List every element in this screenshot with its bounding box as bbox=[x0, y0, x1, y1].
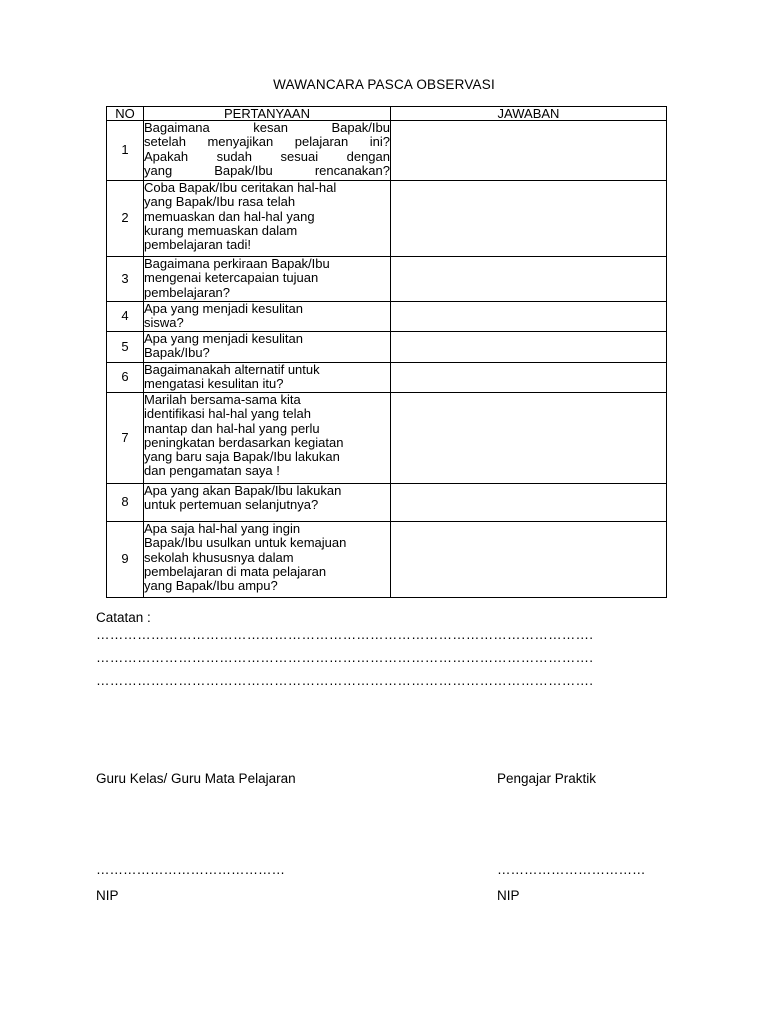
question-line: yang Bapak/Ibu rencanakan? bbox=[144, 162, 390, 178]
row-question bbox=[144, 181, 391, 257]
question-line: sekolah khususnya dalam bbox=[144, 549, 294, 565]
row-answer[interactable] bbox=[391, 522, 667, 598]
question-line: Apa saja hal-hal yang ingin bbox=[144, 521, 301, 536]
signature-right-nip: NIP bbox=[497, 888, 520, 903]
question-line: pembelajaran di mata pelajaran bbox=[144, 563, 327, 579]
row-question bbox=[144, 363, 391, 393]
question-line: mantap dan hal-hal yang perlu bbox=[144, 420, 320, 436]
row-answer[interactable] bbox=[391, 332, 667, 363]
table-row bbox=[107, 121, 667, 181]
table-row bbox=[107, 257, 667, 302]
question-line: Bagaimana perkiraan Bapak/Ibu bbox=[144, 256, 330, 271]
row-answer[interactable] bbox=[391, 484, 667, 522]
row-answer[interactable] bbox=[391, 181, 667, 257]
table-row bbox=[107, 332, 667, 363]
signature-left-nip: NIP bbox=[96, 888, 119, 903]
question-line: siswa? bbox=[144, 315, 184, 331]
question-line: identifikasi hal-hal yang telah bbox=[144, 406, 311, 422]
question-line: yang baru saja Bapak/Ibu lakukan bbox=[144, 449, 340, 465]
question-line: kurang memuaskan dalam bbox=[144, 222, 298, 238]
question-line: dan pengamatan saya ! bbox=[144, 463, 280, 479]
row-number: 8 bbox=[107, 484, 144, 522]
row-question bbox=[144, 302, 391, 332]
table-row bbox=[107, 484, 667, 522]
notes-label: Catatan : bbox=[96, 610, 151, 625]
question-line: pembelajaran? bbox=[144, 284, 231, 300]
signature-left-line: …………………………………… bbox=[96, 862, 285, 877]
row-question bbox=[144, 257, 391, 302]
row-number: 4 bbox=[107, 302, 144, 332]
table-row bbox=[107, 363, 667, 393]
document-title: WAWANCARA PASCA OBSERVASI bbox=[273, 77, 495, 92]
table-row bbox=[107, 522, 667, 598]
row-answer[interactable] bbox=[391, 363, 667, 393]
signature-right-title: Pengajar Praktik bbox=[497, 771, 597, 786]
header-answer: JAWABAN bbox=[391, 107, 667, 121]
row-question bbox=[144, 484, 391, 522]
row-question bbox=[144, 332, 391, 363]
row-number: 3 bbox=[107, 257, 144, 302]
question-line: yang Bapak/Ibu ampu? bbox=[144, 578, 278, 594]
question-line: memuaskan dan hal-hal yang bbox=[144, 208, 315, 224]
question-line: mengenai ketercapaian tujuan bbox=[144, 270, 319, 286]
table-row bbox=[107, 302, 667, 332]
question-line: Bapak/Ibu? bbox=[144, 345, 210, 361]
question-line: Apa yang menjadi kesulitan bbox=[144, 301, 303, 316]
question-line: Bagaimana kesan Bapak/Ibu bbox=[144, 120, 390, 135]
question-line: Apakah sudah sesuai dengan bbox=[144, 148, 390, 164]
question-line: Bapak/Ibu usulkan untuk kemajuan bbox=[144, 535, 347, 551]
question-line: mengatasi kesulitan itu? bbox=[144, 376, 284, 392]
question-line: Coba Bapak/Ibu ceritakan hal-hal bbox=[144, 180, 337, 195]
notes-line-1: ………………………………………………………………………………………………. bbox=[96, 627, 594, 642]
question-line: peningkatan berdasarkan kegiatan bbox=[144, 434, 344, 450]
row-answer[interactable] bbox=[391, 393, 667, 484]
row-answer[interactable] bbox=[391, 257, 667, 302]
row-number: 1 bbox=[107, 121, 144, 181]
table-row bbox=[107, 181, 667, 257]
notes-line-2: ………………………………………………………………………………………………. bbox=[96, 650, 594, 665]
row-number: 7 bbox=[107, 393, 144, 484]
row-question bbox=[144, 522, 391, 598]
row-number: 9 bbox=[107, 522, 144, 598]
question-line: Bagaimanakah alternatif untuk bbox=[144, 362, 320, 377]
row-number: 5 bbox=[107, 332, 144, 363]
row-answer[interactable] bbox=[391, 302, 667, 332]
row-question bbox=[144, 121, 391, 181]
question-line: yang Bapak/Ibu rasa telah bbox=[144, 194, 296, 210]
interview-table bbox=[106, 106, 667, 598]
question-line: setelah menyajikan pelajaran ini? bbox=[144, 134, 390, 150]
signature-right-line: …………………………… bbox=[497, 862, 646, 877]
table-row bbox=[107, 393, 667, 484]
question-line: Apa yang menjadi kesulitan bbox=[144, 331, 303, 346]
notes-line-3: ………………………………………………………………………………………………. bbox=[96, 673, 594, 688]
table-header-row bbox=[107, 107, 667, 121]
header-no: NO bbox=[107, 107, 144, 121]
question-line: pembelajaran tadi! bbox=[144, 237, 251, 253]
row-number: 6 bbox=[107, 363, 144, 393]
question-line: Marilah bersama-sama kita bbox=[144, 392, 301, 407]
row-number: 2 bbox=[107, 181, 144, 257]
question-line: untuk pertemuan selanjutnya? bbox=[144, 497, 319, 513]
question-line: Apa yang akan Bapak/Ibu lakukan bbox=[144, 483, 342, 498]
signature-left-title: Guru Kelas/ Guru Mata Pelajaran bbox=[96, 771, 296, 786]
row-question bbox=[144, 393, 391, 484]
row-answer[interactable] bbox=[391, 121, 667, 181]
header-question: PERTANYAAN bbox=[144, 107, 391, 121]
